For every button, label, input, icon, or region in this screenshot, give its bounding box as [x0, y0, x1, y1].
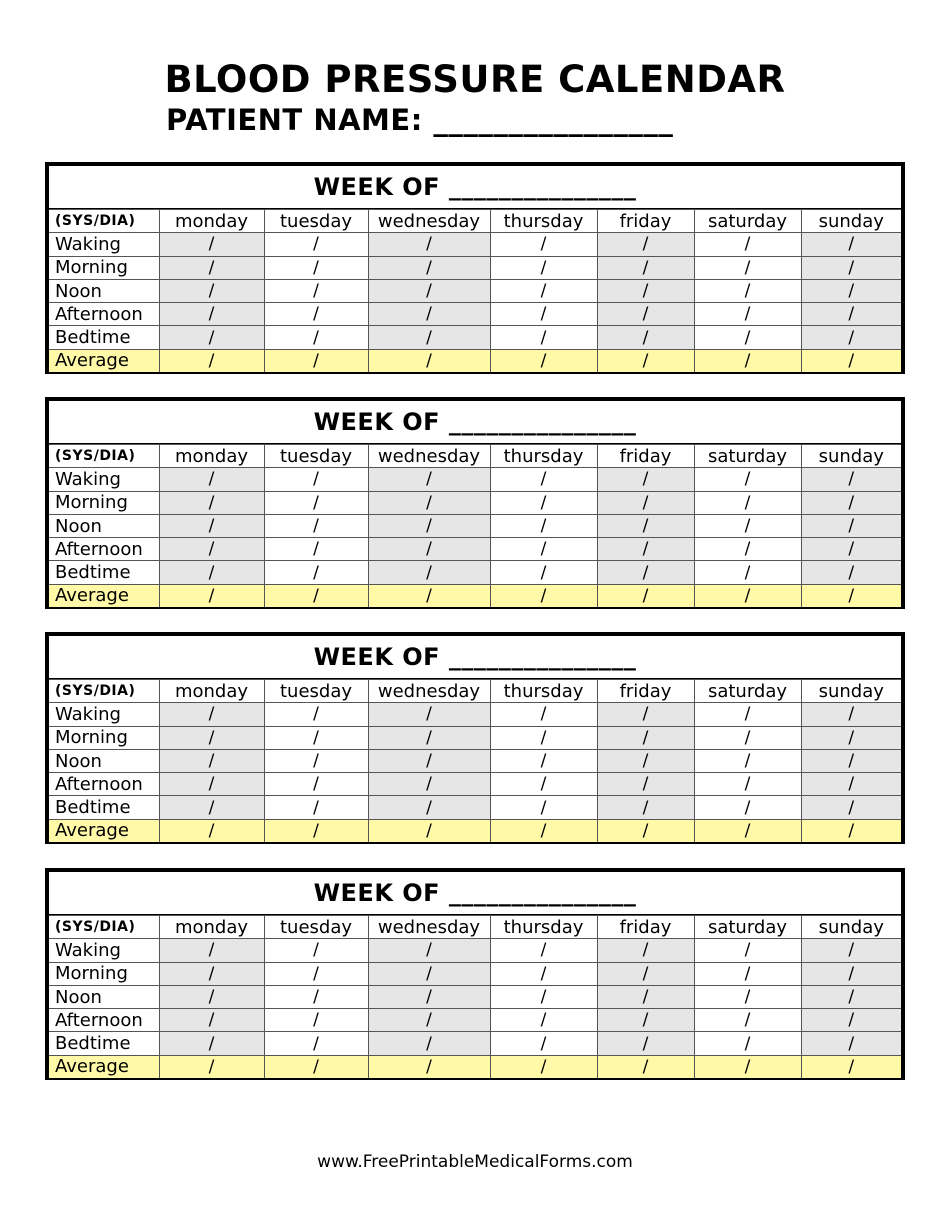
day-header-thursday: thursday — [490, 210, 597, 233]
reading-cell-tuesday[interactable]: / — [264, 939, 368, 962]
day-header-friday: friday — [597, 210, 694, 233]
reading-cell-monday[interactable]: / — [159, 514, 264, 537]
reading-cell-wednesday[interactable]: / — [368, 939, 490, 962]
week-block — [45, 397, 905, 609]
reading-cell-sunday[interactable]: / — [801, 584, 901, 607]
reading-cell-saturday[interactable]: / — [694, 233, 801, 256]
week-of-field[interactable]: WEEK OF _______________ — [49, 401, 901, 444]
row-morning — [49, 256, 901, 279]
day-header-wednesday: wednesday — [368, 916, 490, 939]
reading-cell-thursday[interactable]: / — [490, 703, 597, 726]
reading-cell-friday[interactable]: / — [597, 279, 694, 302]
reading-cell-sunday[interactable]: / — [801, 279, 901, 302]
row-label: Average — [49, 584, 159, 607]
reading-cell-saturday[interactable]: / — [694, 256, 801, 279]
form-title: BLOOD PRESSURE CALENDAR — [164, 58, 786, 101]
reading-cell-friday[interactable]: / — [597, 1032, 694, 1055]
reading-cell-friday[interactable]: / — [597, 796, 694, 819]
reading-cell-friday[interactable]: / — [597, 749, 694, 772]
reading-cell-thursday[interactable]: / — [490, 303, 597, 326]
row-label: Morning — [49, 726, 159, 749]
reading-cell-saturday[interactable]: / — [694, 538, 801, 561]
reading-cell-friday[interactable]: / — [597, 726, 694, 749]
reading-cell-saturday[interactable]: / — [694, 468, 801, 491]
reading-cell-wednesday[interactable]: / — [368, 561, 490, 584]
day-header-tuesday: tuesday — [264, 445, 368, 468]
reading-cell-saturday[interactable]: / — [694, 326, 801, 349]
reading-cell-thursday[interactable]: / — [490, 233, 597, 256]
reading-cell-wednesday[interactable]: / — [368, 303, 490, 326]
day-header-tuesday: tuesday — [264, 210, 368, 233]
week-block — [45, 868, 905, 1080]
reading-cell-monday[interactable]: / — [159, 1009, 264, 1032]
reading-cell-wednesday[interactable]: / — [368, 538, 490, 561]
week-block — [45, 162, 905, 374]
reading-cell-thursday[interactable]: / — [490, 1032, 597, 1055]
row-label: Afternoon — [49, 1009, 159, 1032]
day-header-sunday: sunday — [801, 210, 901, 233]
reading-cell-monday[interactable]: / — [159, 939, 264, 962]
reading-cell-monday[interactable]: / — [159, 985, 264, 1008]
reading-cell-friday[interactable]: / — [597, 514, 694, 537]
reading-cell-saturday[interactable]: / — [694, 749, 801, 772]
reading-cell-tuesday[interactable]: / — [264, 703, 368, 726]
reading-cell-tuesday[interactable]: / — [264, 985, 368, 1008]
row-label: Bedtime — [49, 1032, 159, 1055]
row-afternoon — [49, 1009, 901, 1032]
row-label: Afternoon — [49, 303, 159, 326]
reading-cell-tuesday[interactable]: / — [264, 962, 368, 985]
row-bedtime — [49, 1032, 901, 1055]
row-waking — [49, 703, 901, 726]
reading-cell-thursday[interactable]: / — [490, 279, 597, 302]
reading-cell-tuesday[interactable]: / — [264, 491, 368, 514]
day-header-wednesday: wednesday — [368, 680, 490, 703]
footer-url[interactable]: www.FreePrintableMedicalForms.com — [317, 1152, 633, 1172]
sys-dia-label: (SYS/DIA) — [49, 210, 159, 233]
day-header-saturday: saturday — [694, 210, 801, 233]
reading-cell-monday[interactable]: / — [159, 773, 264, 796]
reading-cell-sunday[interactable]: / — [801, 796, 901, 819]
reading-cell-monday[interactable]: / — [159, 233, 264, 256]
bp-grid — [49, 209, 901, 372]
reading-cell-friday[interactable]: / — [597, 233, 694, 256]
day-header-monday: monday — [159, 916, 264, 939]
reading-cell-sunday[interactable]: / — [801, 303, 901, 326]
day-header-thursday: thursday — [490, 916, 597, 939]
row-label: Noon — [49, 749, 159, 772]
reading-cell-tuesday[interactable]: / — [264, 303, 368, 326]
reading-cell-saturday[interactable]: / — [694, 279, 801, 302]
reading-cell-wednesday[interactable]: / — [368, 468, 490, 491]
row-average — [49, 349, 901, 372]
reading-cell-saturday[interactable]: / — [694, 303, 801, 326]
reading-cell-sunday[interactable]: / — [801, 256, 901, 279]
reading-cell-tuesday[interactable]: / — [264, 514, 368, 537]
reading-cell-monday[interactable]: / — [159, 279, 264, 302]
row-waking — [49, 939, 901, 962]
reading-cell-friday[interactable]: / — [597, 773, 694, 796]
reading-cell-monday[interactable]: / — [159, 796, 264, 819]
reading-cell-sunday[interactable]: / — [801, 326, 901, 349]
row-label: Waking — [49, 703, 159, 726]
reading-cell-friday[interactable]: / — [597, 703, 694, 726]
reading-cell-tuesday[interactable]: / — [264, 233, 368, 256]
reading-cell-tuesday[interactable]: / — [264, 326, 368, 349]
reading-cell-tuesday[interactable]: / — [264, 1009, 368, 1032]
reading-cell-tuesday[interactable]: / — [264, 1055, 368, 1078]
bp-grid — [49, 679, 901, 842]
reading-cell-thursday[interactable]: / — [490, 538, 597, 561]
day-header-monday: monday — [159, 210, 264, 233]
reading-cell-tuesday[interactable]: / — [264, 726, 368, 749]
reading-cell-monday[interactable]: / — [159, 703, 264, 726]
reading-cell-thursday[interactable]: / — [490, 468, 597, 491]
day-header-monday: monday — [159, 445, 264, 468]
bp-grid — [49, 915, 901, 1078]
day-header-friday: friday — [597, 445, 694, 468]
row-afternoon — [49, 538, 901, 561]
row-label: Morning — [49, 256, 159, 279]
reading-cell-monday[interactable]: / — [159, 326, 264, 349]
row-noon — [49, 279, 901, 302]
reading-cell-saturday[interactable]: / — [694, 1055, 801, 1078]
reading-cell-friday[interactable]: / — [597, 1009, 694, 1032]
reading-cell-thursday[interactable]: / — [490, 1055, 597, 1078]
reading-cell-friday[interactable]: / — [597, 491, 694, 514]
day-header-friday: friday — [597, 680, 694, 703]
row-noon — [49, 514, 901, 537]
row-bedtime — [49, 561, 901, 584]
row-label: Bedtime — [49, 561, 159, 584]
reading-cell-monday[interactable]: / — [159, 303, 264, 326]
reading-cell-thursday[interactable]: / — [490, 985, 597, 1008]
reading-cell-thursday[interactable]: / — [490, 514, 597, 537]
reading-cell-monday[interactable]: / — [159, 584, 264, 607]
reading-cell-thursday[interactable]: / — [490, 796, 597, 819]
day-header-friday: friday — [597, 916, 694, 939]
reading-cell-wednesday[interactable]: / — [368, 256, 490, 279]
reading-cell-thursday[interactable]: / — [490, 326, 597, 349]
reading-cell-wednesday[interactable]: / — [368, 584, 490, 607]
row-label: Average — [49, 1055, 159, 1078]
row-label: Average — [49, 349, 159, 372]
day-header-monday: monday — [159, 680, 264, 703]
row-average — [49, 1055, 901, 1078]
reading-cell-saturday[interactable]: / — [694, 491, 801, 514]
reading-cell-thursday[interactable]: / — [490, 939, 597, 962]
reading-cell-sunday[interactable]: / — [801, 749, 901, 772]
reading-cell-saturday[interactable]: / — [694, 349, 801, 372]
reading-cell-wednesday[interactable]: / — [368, 962, 490, 985]
day-header-saturday: saturday — [694, 916, 801, 939]
reading-cell-friday[interactable]: / — [597, 1055, 694, 1078]
row-label: Average — [49, 819, 159, 842]
row-label: Afternoon — [49, 538, 159, 561]
row-label: Waking — [49, 939, 159, 962]
reading-cell-monday[interactable]: / — [159, 1032, 264, 1055]
reading-cell-wednesday[interactable]: / — [368, 1009, 490, 1032]
day-header-sunday: sunday — [801, 916, 901, 939]
reading-cell-thursday[interactable]: / — [490, 819, 597, 842]
reading-cell-tuesday[interactable]: / — [264, 773, 368, 796]
reading-cell-thursday[interactable]: / — [490, 726, 597, 749]
reading-cell-monday[interactable]: / — [159, 1055, 264, 1078]
reading-cell-wednesday[interactable]: / — [368, 985, 490, 1008]
reading-cell-thursday[interactable]: / — [490, 749, 597, 772]
row-label: Waking — [49, 468, 159, 491]
week-of-field[interactable]: WEEK OF _______________ — [49, 636, 901, 679]
reading-cell-monday[interactable]: / — [159, 726, 264, 749]
reading-cell-saturday[interactable]: / — [694, 561, 801, 584]
day-header-sunday: sunday — [801, 680, 901, 703]
day-header-tuesday: tuesday — [264, 680, 368, 703]
reading-cell-thursday[interactable]: / — [490, 773, 597, 796]
reading-cell-tuesday[interactable]: / — [264, 561, 368, 584]
day-header-row — [49, 916, 901, 939]
row-label: Noon — [49, 985, 159, 1008]
week-block — [45, 632, 905, 844]
reading-cell-tuesday[interactable]: / — [264, 1032, 368, 1055]
row-label: Bedtime — [49, 796, 159, 819]
day-header-saturday: saturday — [694, 680, 801, 703]
reading-cell-thursday[interactable]: / — [490, 256, 597, 279]
reading-cell-sunday[interactable]: / — [801, 233, 901, 256]
row-morning — [49, 962, 901, 985]
reading-cell-thursday[interactable]: / — [490, 1009, 597, 1032]
reading-cell-tuesday[interactable]: / — [264, 584, 368, 607]
week-of-field[interactable]: WEEK OF _______________ — [49, 872, 901, 915]
reading-cell-friday[interactable]: / — [597, 256, 694, 279]
row-average — [49, 584, 901, 607]
row-noon — [49, 985, 901, 1008]
reading-cell-thursday[interactable]: / — [490, 491, 597, 514]
row-label: Morning — [49, 962, 159, 985]
reading-cell-tuesday[interactable]: / — [264, 468, 368, 491]
reading-cell-sunday[interactable]: / — [801, 819, 901, 842]
reading-cell-monday[interactable]: / — [159, 491, 264, 514]
row-average — [49, 819, 901, 842]
reading-cell-sunday[interactable]: / — [801, 703, 901, 726]
day-header-sunday: sunday — [801, 445, 901, 468]
reading-cell-sunday[interactable]: / — [801, 939, 901, 962]
reading-cell-friday[interactable]: / — [597, 985, 694, 1008]
reading-cell-saturday[interactable]: / — [694, 939, 801, 962]
reading-cell-monday[interactable]: / — [159, 962, 264, 985]
reading-cell-saturday[interactable]: / — [694, 584, 801, 607]
reading-cell-friday[interactable]: / — [597, 538, 694, 561]
sys-dia-label: (SYS/DIA) — [49, 916, 159, 939]
reading-cell-monday[interactable]: / — [159, 468, 264, 491]
reading-cell-sunday[interactable]: / — [801, 1055, 901, 1078]
reading-cell-friday[interactable]: / — [597, 349, 694, 372]
reading-cell-monday[interactable]: / — [159, 538, 264, 561]
reading-cell-friday[interactable]: / — [597, 561, 694, 584]
reading-cell-wednesday[interactable]: / — [368, 703, 490, 726]
reading-cell-saturday[interactable]: / — [694, 726, 801, 749]
day-header-tuesday: tuesday — [264, 916, 368, 939]
reading-cell-sunday[interactable]: / — [801, 491, 901, 514]
row-afternoon — [49, 303, 901, 326]
reading-cell-sunday[interactable]: / — [801, 561, 901, 584]
reading-cell-sunday[interactable]: / — [801, 962, 901, 985]
row-waking — [49, 468, 901, 491]
patient-name-field[interactable]: PATIENT NAME: ________________ — [166, 103, 674, 137]
reading-cell-wednesday[interactable]: / — [368, 233, 490, 256]
reading-cell-tuesday[interactable]: / — [264, 349, 368, 372]
row-morning — [49, 491, 901, 514]
reading-cell-sunday[interactable]: / — [801, 985, 901, 1008]
reading-cell-saturday[interactable]: / — [694, 819, 801, 842]
reading-cell-thursday[interactable]: / — [490, 349, 597, 372]
reading-cell-wednesday[interactable]: / — [368, 1055, 490, 1078]
day-header-thursday: thursday — [490, 680, 597, 703]
reading-cell-monday[interactable]: / — [159, 561, 264, 584]
row-afternoon — [49, 773, 901, 796]
reading-cell-friday[interactable]: / — [597, 326, 694, 349]
reading-cell-wednesday[interactable]: / — [368, 773, 490, 796]
day-header-wednesday: wednesday — [368, 445, 490, 468]
reading-cell-sunday[interactable]: / — [801, 1009, 901, 1032]
reading-cell-friday[interactable]: / — [597, 939, 694, 962]
row-bedtime — [49, 796, 901, 819]
reading-cell-sunday[interactable]: / — [801, 773, 901, 796]
week-of-field[interactable]: WEEK OF _______________ — [49, 166, 901, 209]
row-noon — [49, 749, 901, 772]
reading-cell-saturday[interactable]: / — [694, 1009, 801, 1032]
reading-cell-sunday[interactable]: / — [801, 349, 901, 372]
reading-cell-wednesday[interactable]: / — [368, 279, 490, 302]
row-label: Morning — [49, 491, 159, 514]
reading-cell-sunday[interactable]: / — [801, 1032, 901, 1055]
reading-cell-sunday[interactable]: / — [801, 514, 901, 537]
row-waking — [49, 233, 901, 256]
day-header-wednesday: wednesday — [368, 210, 490, 233]
day-header-row — [49, 445, 901, 468]
reading-cell-wednesday[interactable]: / — [368, 726, 490, 749]
reading-cell-wednesday[interactable]: / — [368, 326, 490, 349]
reading-cell-friday[interactable]: / — [597, 819, 694, 842]
reading-cell-saturday[interactable]: / — [694, 985, 801, 1008]
reading-cell-tuesday[interactable]: / — [264, 538, 368, 561]
sys-dia-label: (SYS/DIA) — [49, 445, 159, 468]
reading-cell-tuesday[interactable]: / — [264, 749, 368, 772]
reading-cell-thursday[interactable]: / — [490, 584, 597, 607]
reading-cell-saturday[interactable]: / — [694, 773, 801, 796]
row-label: Bedtime — [49, 326, 159, 349]
reading-cell-thursday[interactable]: / — [490, 561, 597, 584]
reading-cell-sunday[interactable]: / — [801, 538, 901, 561]
reading-cell-sunday[interactable]: / — [801, 726, 901, 749]
reading-cell-saturday[interactable]: / — [694, 703, 801, 726]
reading-cell-wednesday[interactable]: / — [368, 796, 490, 819]
row-bedtime — [49, 326, 901, 349]
reading-cell-tuesday[interactable]: / — [264, 819, 368, 842]
day-header-thursday: thursday — [490, 445, 597, 468]
reading-cell-monday[interactable]: / — [159, 256, 264, 279]
row-morning — [49, 726, 901, 749]
reading-cell-wednesday[interactable]: / — [368, 514, 490, 537]
reading-cell-tuesday[interactable]: / — [264, 256, 368, 279]
reading-cell-tuesday[interactable]: / — [264, 796, 368, 819]
reading-cell-monday[interactable]: / — [159, 749, 264, 772]
reading-cell-wednesday[interactable]: / — [368, 819, 490, 842]
sys-dia-label: (SYS/DIA) — [49, 680, 159, 703]
reading-cell-saturday[interactable]: / — [694, 962, 801, 985]
reading-cell-friday[interactable]: / — [597, 584, 694, 607]
reading-cell-wednesday[interactable]: / — [368, 491, 490, 514]
reading-cell-friday[interactable]: / — [597, 962, 694, 985]
row-label: Waking — [49, 233, 159, 256]
reading-cell-saturday[interactable]: / — [694, 1032, 801, 1055]
reading-cell-tuesday[interactable]: / — [264, 279, 368, 302]
day-header-row — [49, 680, 901, 703]
reading-cell-monday[interactable]: / — [159, 819, 264, 842]
reading-cell-sunday[interactable]: / — [801, 468, 901, 491]
bp-grid — [49, 444, 901, 607]
reading-cell-friday[interactable]: / — [597, 468, 694, 491]
reading-cell-wednesday[interactable]: / — [368, 749, 490, 772]
reading-cell-friday[interactable]: / — [597, 303, 694, 326]
day-header-row — [49, 210, 901, 233]
row-label: Afternoon — [49, 773, 159, 796]
reading-cell-monday[interactable]: / — [159, 349, 264, 372]
reading-cell-saturday[interactable]: / — [694, 514, 801, 537]
reading-cell-thursday[interactable]: / — [490, 962, 597, 985]
row-label: Noon — [49, 279, 159, 302]
reading-cell-wednesday[interactable]: / — [368, 1032, 490, 1055]
row-label: Noon — [49, 514, 159, 537]
reading-cell-wednesday[interactable]: / — [368, 349, 490, 372]
day-header-saturday: saturday — [694, 445, 801, 468]
reading-cell-saturday[interactable]: / — [694, 796, 801, 819]
